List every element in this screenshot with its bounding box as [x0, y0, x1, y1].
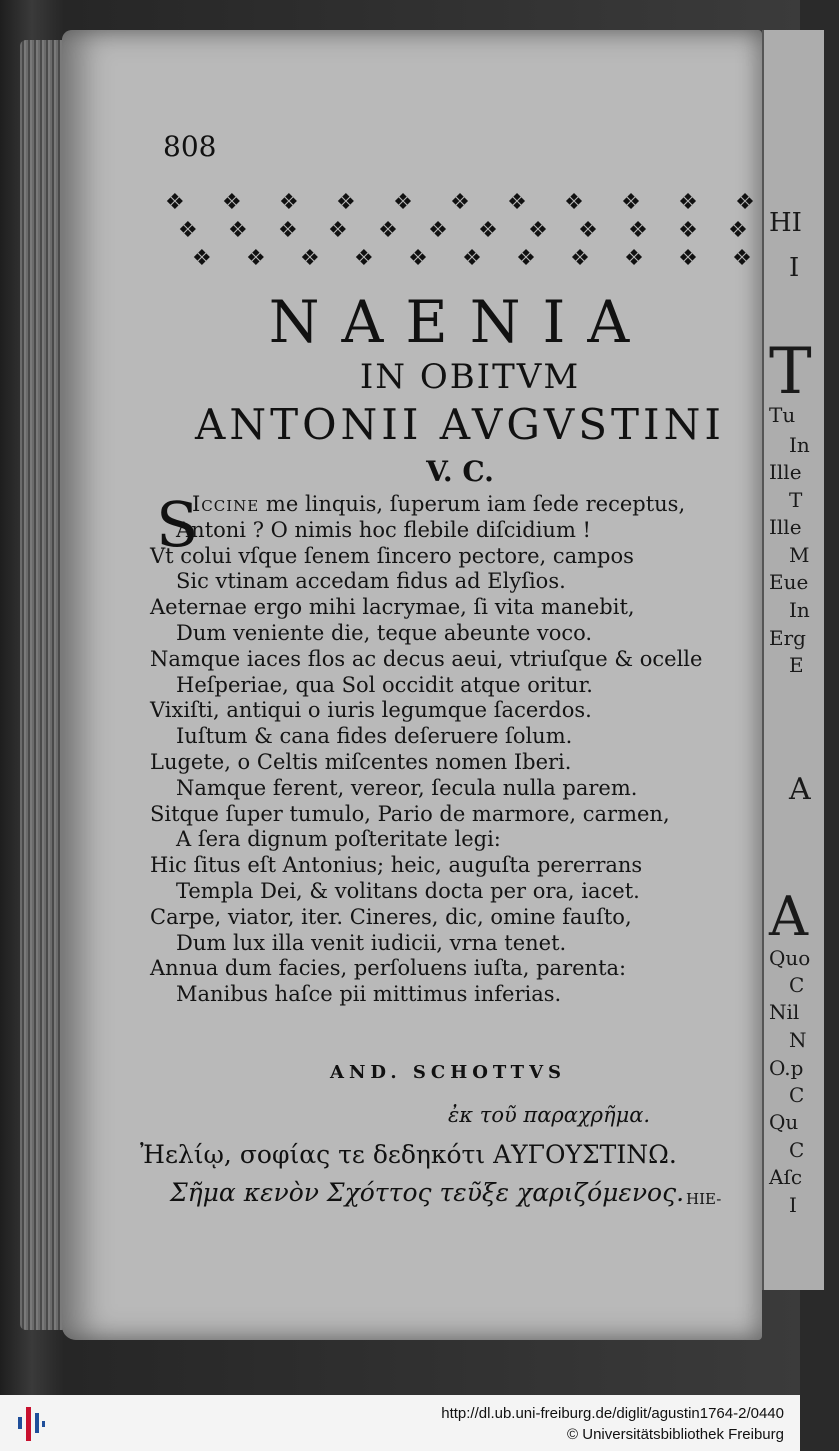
page-number: 808	[163, 130, 217, 163]
right-page-text: Qu	[769, 1110, 799, 1134]
ornament-icon: ❖	[300, 246, 320, 271]
poem-line: A ſera dignum poſteritate legi:	[176, 827, 501, 852]
ornament-icon: ❖	[336, 190, 356, 215]
poem-line: Manibus haſce pii mittimus inferias.	[176, 982, 562, 1007]
poem-line	[150, 492, 760, 518]
right-page-text: Nil	[769, 1000, 800, 1024]
poem-line: Namque iaces flos ac decus aeui, vtriuſque & ocelle	[150, 646, 703, 671]
poem-line: Sitque ſuper tumulo, Pario de marmore, carmen,	[150, 801, 670, 826]
ornament-icon: ❖	[354, 246, 374, 271]
right-page-text: C	[789, 973, 805, 997]
ornament-icon: ❖	[222, 190, 242, 215]
poem-line: Dum lux illa venit iudicii, vrna tenet.	[176, 930, 567, 955]
copyright-notice: © Universitätsbibliothek Freiburg	[567, 1426, 784, 1443]
right-page-text: Ille	[769, 460, 802, 484]
poem-line: Dum veniente die, teque abeunte voco.	[176, 620, 593, 645]
poem-line: Heſperiae, qua Sol occidit atque oritur.	[176, 672, 593, 697]
drop-cap: S	[156, 488, 199, 561]
ornament-icon: ❖	[462, 246, 482, 271]
right-page-text: E	[789, 653, 804, 677]
right-page-text: Tu	[769, 403, 796, 427]
permalink-url[interactable]: http://dl.ub.uni-freiburg.de/diglit/agustin1764-2/0440	[441, 1405, 784, 1422]
right-page-text: In	[789, 598, 810, 622]
right-page-text: In	[789, 433, 810, 457]
ornament-icon: ❖	[678, 246, 698, 271]
right-page-text: A	[789, 772, 811, 807]
right-page-text: C	[789, 1138, 805, 1162]
ornament-icon: ❖	[178, 218, 198, 243]
right-page-text: Quo	[769, 946, 811, 970]
ornament-icon: ❖	[478, 218, 498, 243]
ornament-icon: ❖	[528, 218, 548, 243]
right-page-text: C	[789, 1083, 805, 1107]
ornament-icon: ❖	[192, 246, 212, 271]
poem-subtitle: IN OBITVM	[359, 357, 581, 397]
ornament-icon: ❖	[279, 190, 299, 215]
right-page-text: I	[789, 1193, 797, 1217]
ornament-icon: ❖	[570, 246, 590, 271]
poem-line: Iuſtum & cana fides deſeruere ſolum.	[176, 724, 573, 749]
right-page-text: A	[769, 885, 808, 948]
right-page-text: T	[789, 488, 803, 512]
poem-lines	[150, 518, 760, 1008]
ornament-icon: ❖	[165, 190, 185, 215]
poem-line: Lugete, o Celtis miſcentes nomen Iberi.	[150, 749, 572, 774]
poem-line: Namque ferent, vereor, ſecula nulla parem.	[176, 775, 638, 800]
greek-heading: ἐκ τοῦ παραχρῆμα.	[448, 1103, 651, 1127]
facing-page-fragment	[762, 30, 824, 1290]
greek-verse-line: Σῆμα κενὸν Σχόττος τεῦξε χαριζόμενος.	[170, 1178, 685, 1207]
catchword: HIE-	[686, 1190, 722, 1208]
poem-title: NAENIA	[268, 288, 652, 356]
right-page-text: HI	[769, 208, 802, 238]
greek-verse-line: Ἠελίῳ, σοφίας τε δεδηκότι ΑΥΓΟΥΣΤΙΝΩ.	[140, 1140, 677, 1169]
ornament-icon: ❖	[278, 218, 298, 243]
poem-line: Vt colui vſque ſenem ſincero pectore, campos	[150, 543, 634, 568]
right-page-text: Erg	[769, 626, 806, 650]
ornament-icon: ❖	[328, 218, 348, 243]
ornament-icon: ❖	[428, 218, 448, 243]
ornament-icon: ❖	[393, 190, 413, 215]
poem-line: Vixiſti, antiqui o iuris legumque ſacerdos.	[150, 698, 592, 723]
poem-line: Annua dum facies, perſoluens iuſta, parenta:	[150, 956, 627, 981]
first-word: Iccine	[192, 492, 260, 516]
right-page-text: O.p	[769, 1056, 804, 1080]
poem-line: Antoni ? O nimis hoc flebile diſcidium !	[176, 517, 591, 542]
poem-line: Templa Dei, & volitans docta per ora, iacet.	[176, 878, 640, 903]
ornament-icon: ❖	[735, 190, 755, 215]
poem-subtitle: V. C.	[426, 455, 494, 488]
ornament-icon: ❖	[228, 218, 248, 243]
right-page-text: M	[789, 543, 810, 567]
poem-line: Aeternae ergo mihi lacrymae, ſi vita manebit,	[150, 595, 635, 620]
ornament-icon: ❖	[564, 190, 584, 215]
right-page-text: Ille	[769, 515, 802, 539]
ornament-icon: ❖	[621, 190, 641, 215]
ornament-icon: ❖	[678, 190, 698, 215]
ornament-icon: ❖	[728, 218, 748, 243]
poem-subtitle: ANTONII AVGVSTINI	[195, 400, 725, 449]
ornament-icon: ❖	[678, 218, 698, 243]
library-footer	[0, 1395, 800, 1451]
author-signature: AND. SCHOTTVS	[330, 1062, 567, 1083]
poem-body	[150, 488, 760, 1008]
ornament-icon: ❖	[408, 246, 428, 271]
ornament-icon: ❖	[378, 218, 398, 243]
right-page-text: Eue	[769, 570, 809, 594]
ornament-icon: ❖	[246, 246, 266, 271]
right-page-text: I	[789, 253, 800, 283]
ornament-icon: ❖	[516, 246, 536, 271]
first-line-text: me linquis, ſuperum iam ſede receptus,	[259, 492, 686, 516]
ornament-icon: ❖	[507, 190, 527, 215]
ornament-icon: ❖	[732, 246, 752, 271]
ornament-row	[178, 216, 748, 246]
ornament-icon: ❖	[624, 246, 644, 271]
right-page-text: T	[769, 335, 812, 409]
poem-line: Hic ſitus eſt Antonius; heic, auguſta pererrans	[150, 853, 643, 878]
right-page-text: Aſc	[769, 1165, 803, 1189]
poem-line: Carpe, viator, iter. Cineres, dic, omine fauſto,	[150, 904, 632, 929]
right-page-text: N	[789, 1028, 807, 1052]
ornament-icon: ❖	[578, 218, 598, 243]
library-logo-icon	[12, 1403, 48, 1443]
poem-line: Sic vtinam accedam fidus ad Elyſios.	[176, 569, 566, 594]
ornament-row	[192, 244, 752, 274]
ornament-icon: ❖	[628, 218, 648, 243]
ornament-row	[165, 188, 755, 218]
ornament-icon: ❖	[450, 190, 470, 215]
